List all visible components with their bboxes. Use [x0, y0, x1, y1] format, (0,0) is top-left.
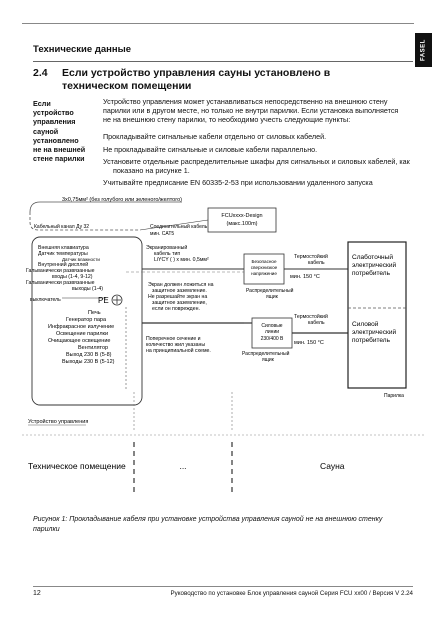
pe-label: PE: [98, 296, 109, 305]
page-number: 12: [33, 590, 41, 597]
zone-sauna-label: Сауна: [320, 461, 345, 471]
power-consumer-1: Силовой: [352, 321, 379, 328]
paragraph-rule-1: Прокладывайте сигнальные кабели отдельно от силовых кабелей.: [103, 132, 327, 141]
power-consumer-3: потребитель: [352, 337, 390, 344]
label-stove: Печь: [88, 310, 101, 316]
label-out-5-8: Выход 230 В (5-8): [66, 352, 112, 358]
safe-voltage-3: напряжение: [251, 271, 277, 276]
paragraph-rule-4: Учитывайте предписание EN 60335-2-53 при использовании удаленного запуска: [103, 178, 373, 187]
thermo-1a: Термостойкий: [294, 254, 328, 260]
label-out-5-12: Выходы 230 В (5-12): [62, 359, 115, 365]
heading-text: Если устройство управления сауны установлено в техническом помещении: [62, 67, 331, 92]
label-temp-sensor: Датчик температуры: [38, 251, 88, 257]
temp-2: мин. 150 °C: [294, 340, 324, 346]
label-galv-outputs-2: выходы (1-4): [72, 286, 103, 292]
label-ext-keyboard: Внешняя клавиатура: [38, 245, 89, 251]
distributor-2a: Распределительный: [242, 351, 290, 357]
heading-number: 2.4: [33, 67, 48, 79]
label-galv-inputs-2: входы (1-4, 9-12): [52, 274, 93, 280]
label-steam: Генератор пара: [66, 317, 107, 323]
cable-channel-label: Кабельный канал Ду 32: [34, 224, 90, 230]
connect-cable-1: Соединительный кабель: [150, 224, 208, 230]
paragraph-rule-3: Установите отдельные распределительные шкафы для сигнальных и силовых кабелей, как показано на рисунке 1.: [103, 157, 410, 175]
power-consumer-2: электрический: [352, 329, 397, 336]
distributor-1a: Распределительный: [246, 288, 294, 294]
shield-note-4: защитное заземление,: [152, 300, 207, 306]
safe-voltage-2: сверхнизкое: [250, 265, 278, 270]
label-fan: Вентилятор: [78, 345, 109, 351]
shielded-3: LiYCY ( ) x мин. 0,5мм²: [154, 257, 209, 263]
thermo-2b: кабель: [308, 320, 325, 326]
fcu-line-2: (макс.100m): [226, 221, 258, 227]
cable-diagram: [22, 192, 426, 510]
footer-rule: [33, 586, 413, 587]
cross-note-3: на принципиальной схеме.: [146, 348, 211, 354]
safe-voltage-1: Безопасное: [251, 259, 277, 264]
label-humidity-sensor: Датчик влажности: [62, 257, 100, 262]
zone-tech-label: Техническое помещение: [28, 461, 126, 471]
section-title: Технические данные: [33, 44, 132, 55]
paragraph-rule-2: Не прокладывайте сигнальные и силовые кабели параллельно.: [103, 145, 318, 154]
weak-consumer-3: потребитель: [352, 270, 390, 277]
shield-note-5: если он поврежден.: [152, 306, 200, 312]
label-galv-inputs: Гальванически развязанные: [26, 268, 95, 274]
section-rule: [33, 61, 413, 62]
cable-channel-line: [30, 202, 182, 212]
margin-note: Если устройство управления сауной установлено не на внешней стене парилки: [33, 99, 86, 164]
thermo-1b: кабель: [308, 260, 325, 266]
power-lines-1: Силовые: [261, 323, 283, 329]
distributor-1b: ящик: [266, 294, 278, 300]
cable-note: 3x0,75мм² (без голубого или зеленого/желтого): [62, 197, 182, 203]
label-galv-outputs: Гальванически развязанные: [26, 280, 95, 286]
sauna-room-label: Парилка: [384, 393, 404, 399]
label-clean-light: Очищающее освещение: [48, 338, 111, 344]
footer-text: Руководство по установке Блок управления сауной Серия FCU xx00 / Версия V 2.24: [170, 590, 413, 597]
shielded-2: кабель тип: [154, 251, 181, 257]
power-lines-2: линии: [264, 329, 280, 335]
weak-consumer-2: электрический: [352, 262, 397, 269]
paragraph-intro: Устройство управления может устанавливаться непосредственно на внешнюю стену парилки или в другом месте, но только не внутри парилки. Если установка выполняется не на внешнюю стену парилки, то необходимо учесть следующие пункты:: [103, 97, 399, 124]
temp-1: мин. 150 °C: [290, 274, 320, 280]
label-sauna-light: Освещение парилки: [56, 331, 109, 337]
shield-note-2: защитное заземление.: [152, 288, 207, 294]
shield-note-1: Экран должен ложиться на: [148, 282, 214, 288]
figure-caption: Рисунок 1: Прокладывание кабеля при установке устройства управления сауной не на внешнюю стенку парилки: [33, 516, 383, 533]
label-infrared: Инфракрасное излучение: [48, 324, 115, 330]
control-unit-label: Устройство управления: [28, 419, 89, 425]
label-internal-display: Внутренний дисплей: [38, 262, 89, 268]
shield-note-3: Не разрешайте экран на: [148, 294, 208, 300]
cross-note-2: количество жил указаны: [146, 342, 206, 348]
zone-mid-label: ...: [179, 461, 187, 471]
thermo-2a: Термостойкий: [294, 314, 328, 320]
cross-note-1: Поперечное сечение и: [146, 336, 201, 342]
fcu-line-1: FCUxxxx-Design: [221, 213, 263, 219]
shielded-1: Экранированный: [146, 245, 188, 251]
label-switch: выключатель: [30, 297, 61, 303]
distributor-2b: ящик: [262, 357, 274, 363]
top-rule: [22, 23, 414, 24]
power-lines-3: 230/400 В: [260, 336, 284, 342]
weak-consumer-1: Слаботочный: [352, 254, 393, 261]
connect-cable-2: мин. CAT5: [150, 231, 175, 237]
brand-logo: FASEL: [415, 33, 432, 67]
fcu-box: [208, 208, 276, 232]
